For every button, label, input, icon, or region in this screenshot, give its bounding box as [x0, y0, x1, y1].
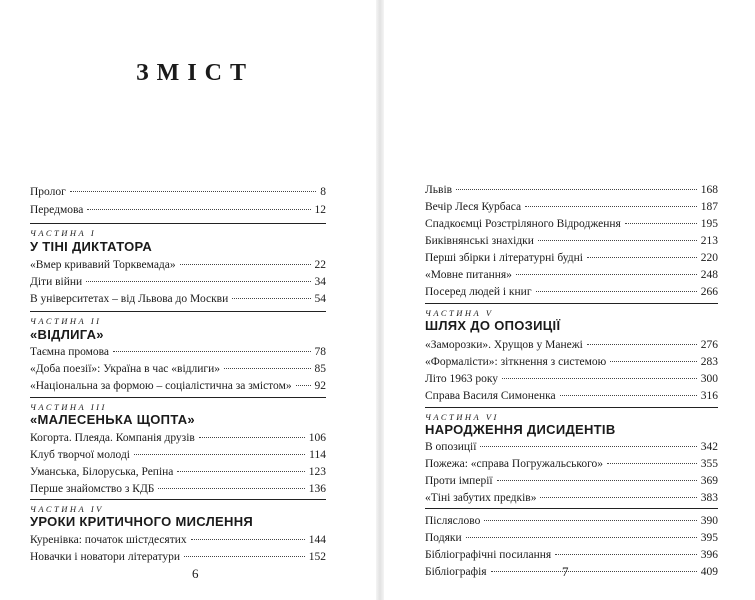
toc-entry-page: 123	[308, 466, 326, 478]
toc-entry-title: Посеред людей і книг	[425, 286, 532, 298]
toc-entry[interactable]	[30, 185, 326, 199]
toc-entry-title: Перше знайомство з КДБ	[30, 483, 155, 495]
leader-dots	[480, 446, 696, 447]
toc-entry-page: 395	[700, 532, 718, 544]
toc-entry-title: Таємна промова	[30, 346, 110, 358]
toc-entry-page: 92	[314, 380, 326, 392]
toc-entry-page: 136	[308, 483, 326, 495]
leader-dots	[587, 344, 697, 345]
toc-entry-page: 78	[314, 346, 326, 358]
part-title: У ТІНІ ДИКТАТОРА	[30, 239, 153, 254]
toc-entry-page: 144	[308, 534, 326, 546]
leader-dots	[232, 298, 310, 299]
section-rule	[425, 407, 718, 408]
leader-dots	[191, 539, 305, 540]
toc-entry[interactable]	[30, 431, 326, 445]
section-rule	[30, 223, 326, 224]
part-title: «МАЛЕСЕНЬКА ЩОПТА»	[30, 412, 195, 427]
toc-entry-page: 342	[700, 441, 718, 453]
leader-dots	[180, 264, 311, 265]
leader-dots	[607, 463, 697, 464]
toc-entry-page: 383	[700, 492, 718, 504]
toc-entry[interactable]	[30, 258, 326, 272]
toc-entry-page: 8	[320, 186, 326, 198]
contents-title: ЗМІСТ	[136, 60, 254, 86]
toc-entry[interactable]	[30, 448, 326, 462]
toc-entry-title: «Національна за формою – соціалістична за змістом»	[30, 380, 292, 392]
toc-entry-title: Проти імперії	[425, 475, 493, 487]
toc-entry[interactable]	[425, 514, 718, 528]
toc-entry[interactable]	[425, 285, 718, 299]
toc-entry-page: 300	[700, 373, 718, 385]
toc-entry[interactable]	[425, 548, 718, 562]
toc-entry[interactable]	[425, 491, 718, 505]
part-title: НАРОДЖЕННЯ ДИСИДЕНТІВ	[425, 422, 616, 437]
leader-dots	[536, 291, 697, 292]
toc-entry-title: «Тіні забутих предків»	[425, 492, 537, 504]
leader-dots	[555, 554, 697, 555]
part-label: ЧАСТИНА I	[30, 228, 97, 238]
leader-dots	[610, 361, 697, 362]
part-title: «ВІДЛИГА»	[30, 327, 104, 342]
leader-dots	[86, 281, 310, 282]
toc-entry[interactable]	[425, 183, 718, 197]
toc-entry[interactable]	[425, 389, 718, 403]
toc-entry-page: 220	[700, 252, 718, 264]
toc-entry-title: Львів	[425, 184, 453, 196]
toc-entry[interactable]	[425, 200, 718, 214]
leader-dots	[134, 454, 305, 455]
toc-entry-title: Пожежа: «справа Погружальського»	[425, 458, 604, 470]
book-gutter	[376, 0, 384, 600]
toc-entry-title: Биківнянські знахідки	[425, 235, 534, 247]
toc-entry[interactable]	[30, 379, 326, 393]
toc-entry-page: 369	[700, 475, 718, 487]
toc-entry-title: Справа Василя Симоненка	[425, 390, 556, 402]
page-number: 7	[562, 564, 569, 579]
toc-entry-title: В університетах – від Львова до Москви	[30, 293, 229, 305]
toc-entry-page: 396	[700, 549, 718, 561]
toc-entry-title: Куренівка: початок шістдесятих	[30, 534, 187, 546]
section-rule	[425, 303, 718, 304]
toc-entry-page: 152	[308, 551, 326, 563]
toc-entry[interactable]	[30, 345, 326, 359]
toc-entry[interactable]	[425, 565, 718, 579]
toc-entry[interactable]	[30, 362, 326, 376]
toc-entry[interactable]	[30, 482, 326, 496]
part-title: ШЛЯХ ДО ОПОЗИЦІЇ	[425, 318, 561, 333]
toc-entry-title: «Доба поезії»: Україна в час «відлиги»	[30, 363, 221, 375]
toc-entry[interactable]	[425, 372, 718, 386]
section-rule	[30, 397, 326, 398]
part-title: УРОКИ КРИТИЧНОГО МИСЛЕННЯ	[30, 514, 254, 529]
toc-entry-title: Бібліографічні посилання	[425, 549, 552, 561]
toc-entry[interactable]	[30, 465, 326, 479]
toc-entry[interactable]	[425, 457, 718, 471]
leader-dots	[184, 556, 305, 557]
toc-entry-title: Когорта. Плеяда. Компанія друзів	[30, 432, 195, 444]
toc-entry-page: 213	[700, 235, 718, 247]
leader-dots	[87, 209, 310, 210]
toc-entry-page: 34	[314, 276, 326, 288]
leader-dots	[296, 385, 311, 386]
section-rule	[30, 499, 326, 500]
toc-entry[interactable]	[425, 440, 718, 454]
toc-entry-page: 248	[700, 269, 718, 281]
toc-entry[interactable]	[425, 474, 718, 488]
toc-entry-title: «Заморозки». Хрущов у Манежі	[425, 339, 583, 351]
toc-entry-page: 114	[309, 449, 326, 461]
leader-dots	[538, 240, 697, 241]
leader-dots	[587, 257, 697, 258]
page-number: 6	[192, 566, 199, 581]
part-label: ЧАСТИНА IV	[30, 504, 104, 514]
toc-entry[interactable]	[30, 533, 326, 547]
toc-entry-page: 266	[700, 286, 718, 298]
part-label: ЧАСТИНА II	[30, 316, 102, 326]
toc-entry-page: 54	[314, 293, 326, 305]
leader-dots	[224, 368, 310, 369]
toc-entry-title: В опозиції	[425, 441, 477, 453]
toc-entry-title: «Вмер кривавий Торквемада»	[30, 259, 176, 271]
toc-entry[interactable]	[425, 338, 718, 352]
toc-entry-title: Клуб творчої молоді	[30, 449, 131, 461]
leader-dots	[70, 191, 316, 192]
toc-entry-title: Уманська, Білоруська, Репіна	[30, 466, 174, 478]
toc-entry[interactable]	[30, 550, 326, 564]
part-label: ЧАСТИНА V	[425, 308, 494, 318]
toc-entry-page: 355	[700, 458, 718, 470]
toc-entry-title: Передмова	[30, 204, 84, 216]
part-label: ЧАСТИНА III	[30, 402, 107, 412]
toc-entry[interactable]	[30, 275, 326, 289]
toc-entry-page: 106	[308, 432, 326, 444]
toc-entry-title: «Мовне питання»	[425, 269, 512, 281]
toc-entry-title: Літо 1963 року	[425, 373, 499, 385]
section-rule	[30, 311, 326, 312]
leader-dots	[158, 488, 304, 489]
leader-dots	[456, 189, 697, 190]
toc-entry-page: 283	[700, 356, 718, 368]
leader-dots	[502, 378, 697, 379]
toc-entry[interactable]	[30, 292, 326, 306]
toc-entry-title: Перші збірки і літературні будні	[425, 252, 583, 264]
leader-dots	[177, 471, 304, 472]
toc-entry-title: «Формалісти»: зіткнення з системою	[425, 356, 607, 368]
toc-entry[interactable]	[425, 531, 718, 545]
toc-entry-title: Діти війни	[30, 276, 83, 288]
leader-dots	[625, 223, 697, 224]
toc-entry-title: Вечір Леся Курбаса	[425, 201, 522, 213]
toc-entry-page: 168	[700, 184, 718, 196]
toc-entry[interactable]	[425, 251, 718, 265]
toc-entry-title: Пролог	[30, 186, 66, 198]
section-rule	[425, 508, 718, 509]
leader-dots	[560, 395, 697, 396]
part-label: ЧАСТИНА VI	[425, 412, 499, 422]
toc-entry[interactable]	[30, 203, 326, 217]
toc-entry-title: Спадкоємці Розстріляного Відродження	[425, 218, 621, 230]
leader-dots	[113, 351, 310, 352]
leader-dots	[497, 480, 697, 481]
toc-entry-title: Новачки і новатори літератури	[30, 551, 180, 563]
toc-entry-title: Подяки	[425, 532, 462, 544]
toc-entry-page: 390	[700, 515, 718, 527]
toc-entry[interactable]	[425, 355, 718, 369]
leader-dots	[484, 520, 696, 521]
toc-entry-title: Післяслово	[425, 515, 481, 527]
toc-entry-page: 276	[700, 339, 718, 351]
leader-dots	[540, 497, 696, 498]
toc-entry-page: 195	[700, 218, 718, 230]
toc-entry[interactable]	[425, 234, 718, 248]
toc-entry-page: 12	[314, 204, 326, 216]
toc-entry-page: 316	[700, 390, 718, 402]
toc-entry[interactable]	[425, 217, 718, 231]
leader-dots	[525, 206, 697, 207]
leader-dots	[199, 437, 305, 438]
toc-entry-page: 409	[700, 566, 718, 578]
toc-entry[interactable]	[425, 268, 718, 282]
leader-dots	[491, 571, 697, 572]
leader-dots	[516, 274, 697, 275]
toc-entry-page: 22	[314, 259, 326, 271]
toc-entry-title: Бібліографія	[425, 566, 487, 578]
leader-dots	[466, 537, 697, 538]
toc-entry-page: 187	[700, 201, 718, 213]
toc-entry-page: 85	[314, 363, 326, 375]
